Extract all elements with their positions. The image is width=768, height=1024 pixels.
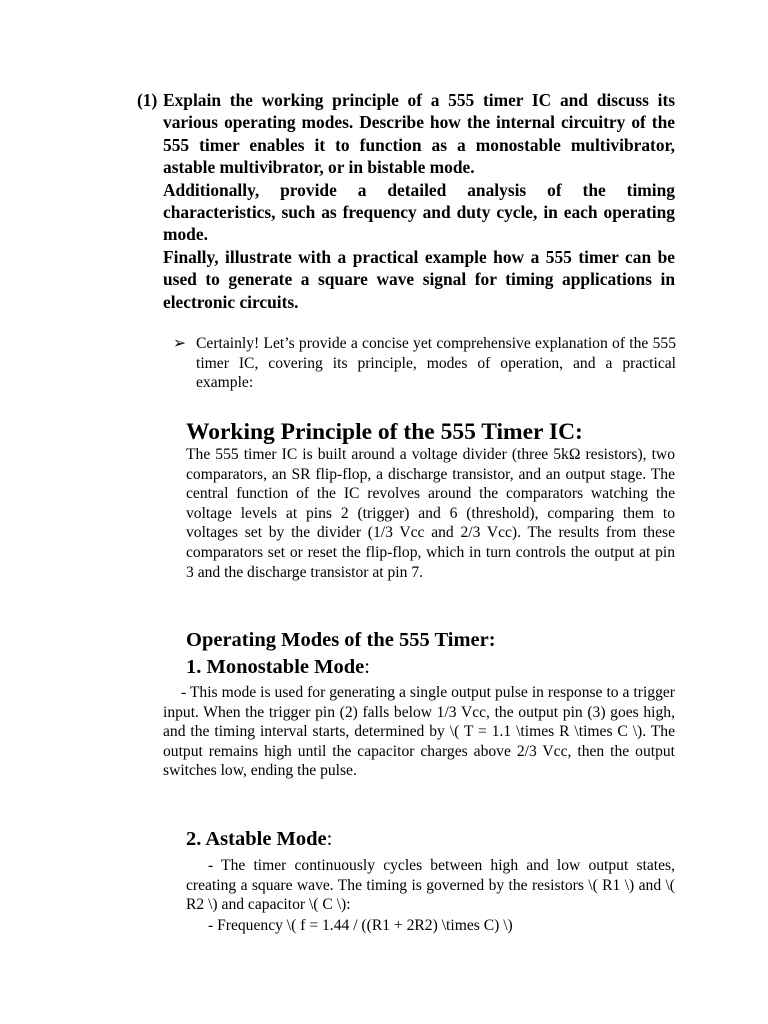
astable-text-content: - The timer continuously cycles between high and low output states, creating a square wave. The timing is governed by the resistors \( R1 \) and \( R2 \) and capacitor \( C \): <box>186 857 675 914</box>
answer-intro <box>173 334 676 393</box>
question-block <box>137 89 675 313</box>
monostable-text <box>163 683 675 781</box>
arrow-bullet-icon: ➢ <box>173 335 187 352</box>
astable-heading-text: 2. Astable Mode <box>186 828 327 850</box>
question-paragraph-3: Finally, illustrate with a practical example how a 555 timer can be used to generate a square wave signal for timing applications in electronic circuits. <box>163 246 675 312</box>
astable-text <box>186 856 675 915</box>
astable-heading-colon: : <box>326 828 333 850</box>
astable-heading <box>186 826 332 852</box>
answer-intro-text: Certainly! Let’s provide a concise yet comprehensive explanation of the 555 timer IC, covering its principle, modes of operation, and a practical example: <box>196 335 676 392</box>
monostable-heading-text: 1. Monostable Mode <box>186 656 365 678</box>
monostable-heading <box>186 654 370 680</box>
astable-frequency-formula: - Frequency \( f = 1.44 / ((R1 + 2R2) \times C) \) <box>208 917 513 934</box>
question-paragraph-1: Explain the working principle of a 555 timer IC and discuss its various operating modes. Describe how the internal circuitry of the 555 timer enables it to function as a monostable multivibrator, astable multivibrator, or in bistable mode. <box>163 90 675 178</box>
question-number: (1) <box>137 90 158 110</box>
monostable-heading-colon: : <box>364 656 370 678</box>
working-principle-text: The 555 timer IC is built around a voltage divider (three 5kΩ resistors), two comparators, an SR flip-flop, a discharge transistor, and an output stage. The central function of the IC revolves around the comparators watching the voltage levels at pins 2 (trigger) and 6 (threshold), comparing them to voltages set by the divider (1/3 Vcc and 2/3 Vcc). The results from these comparators set or reset the flip-flop, which in turn controls the output at pin 3 and the discharge transistor at pin 7. <box>186 446 675 581</box>
monostable-text-content: - This mode is used for generating a single output pulse in response to a trigger input. When the trigger pin (2) falls below 1/3 Vcc, the output pin (3) goes high, and the timing interval starts, determined by \( T = 1.1 \times R \times C \). The output remains high until the capacitor charges above 2/3 Vcc, then the output switches low, ending the pulse. <box>163 684 675 780</box>
question-body <box>163 89 675 313</box>
question-paragraph-2: Additionally, provide a detailed analysis of the timing characteristics, such as frequency and duty cycle, in each operating mode. <box>163 179 675 245</box>
operating-modes-heading: Operating Modes of the 555 Timer: <box>186 629 496 651</box>
working-principle-heading: Working Principle of the 555 Timer IC: <box>186 419 583 445</box>
